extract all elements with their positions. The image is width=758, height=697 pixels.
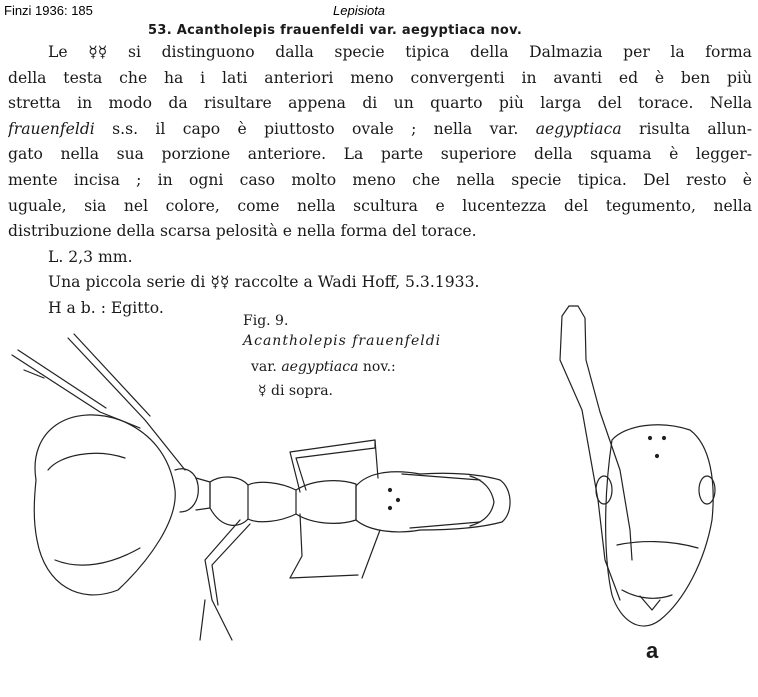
page-citation: Finzi 1936: 185 (4, 3, 93, 18)
ant-gaster (34, 415, 175, 595)
ant-petiole (175, 469, 210, 512)
species-title: 53. Acantholepis frauenfeldi var. aegyptiaca nov. (148, 23, 523, 38)
ant-head (356, 472, 510, 532)
ant-mesosoma (210, 477, 356, 525)
figure-label: a (646, 638, 659, 663)
length-line: L. 2,3 mm. (48, 247, 133, 266)
series-line: Una piccola serie di ☿☿ raccolte a Wadi Hoff, 5.3.1933. (48, 273, 480, 292)
figure-species: Acantholepis frauenfeldi (243, 333, 442, 349)
genus-header: Lepisiota (333, 3, 386, 18)
head-profile-figure (560, 306, 715, 626)
text-line: della testa che ha i lati anteriori meno convergenti in avanti ed è ben più (8, 68, 752, 87)
habitat-line: H a b. : Egitto. (48, 298, 164, 317)
text-line: distribuzione della scarsa pelosità e nella forma del torace. (8, 222, 477, 241)
ant-mid-legs (200, 440, 375, 640)
text-line: uguale, sia nel colore, come nella scultura e lucentezza del tegumento, nella (8, 196, 752, 215)
text-line: Le ☿☿ si distinguono dalla specie tipica della Dalmazia per la forma (48, 43, 752, 61)
figure-view: ☿ di sopra. (258, 383, 334, 399)
figure-number: Fig. 9. (243, 313, 289, 329)
figure-variety: var. aegyptiaca nov.: (251, 359, 396, 375)
text-line: mente incisa ; in ogni caso molto meno che nella specie tipica. Del resto è (8, 170, 752, 189)
ant-antennae (362, 440, 480, 578)
text-line: stretta in modo da risultare appena di un quarto più larga del torace. Nella (8, 94, 752, 113)
text-line: gato nella sua porzione anteriore. La parte superiore della squama è legger- (8, 145, 752, 164)
text-line: frauenfeldi s.s. il capo è piuttosto ovale ; nella var. aegyptiaca risulta allun- (8, 119, 752, 138)
